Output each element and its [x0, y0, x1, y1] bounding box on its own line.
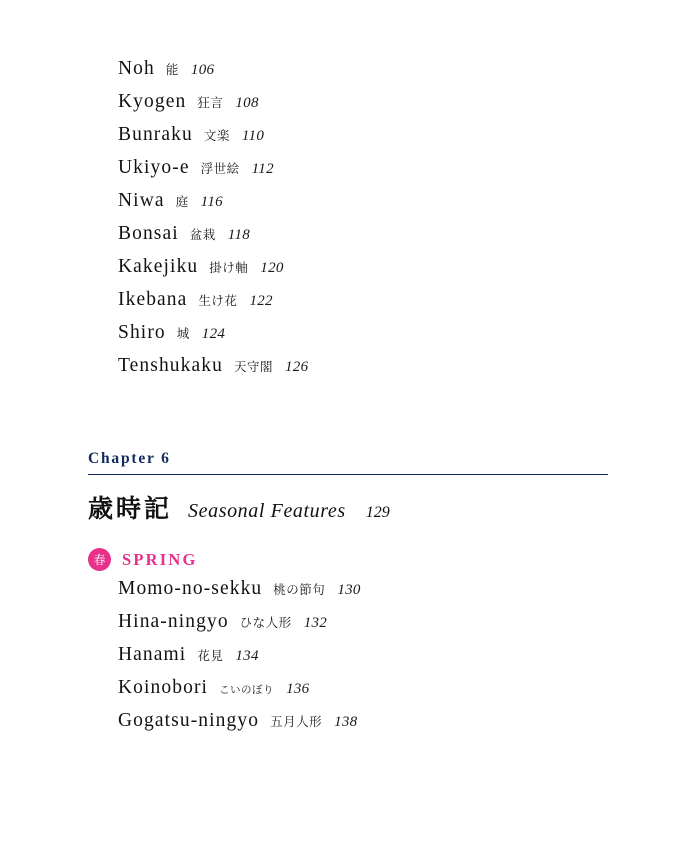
toc-entry-page-number: 120 [260, 260, 284, 276]
toc-entry-romaji: Kyogen [118, 91, 187, 112]
toc-entry-romaji: Kakejiku [118, 256, 199, 277]
toc-entry[interactable] [118, 611, 638, 644]
toc-entry-page-number: 126 [284, 359, 309, 375]
toc-entry-kana: ひな人形 [239, 615, 292, 630]
toc-entry[interactable] [118, 355, 638, 388]
toc-entry[interactable] [118, 322, 638, 355]
toc-entry-page-number: 124 [201, 326, 226, 342]
toc-entry[interactable] [118, 256, 638, 289]
chapter-heading-block [88, 450, 608, 525]
toc-entry-page-number: 110 [241, 128, 265, 144]
toc-entry-romaji: Tenshukaku [118, 355, 223, 376]
toc-entry-page-number: 136 [286, 681, 310, 697]
toc-entry-romaji: Gogatsu-ningyo [118, 710, 260, 731]
toc-entry-page-number: 130 [337, 582, 361, 598]
toc-entry-page-number: 138 [334, 714, 358, 730]
toc-entry-kana: 花見 [197, 648, 224, 663]
toc-entry-page-number: 116 [200, 194, 223, 210]
toc-entry[interactable] [118, 58, 638, 91]
toc-entry-kana: 庭 [175, 194, 189, 209]
toc-entry-romaji: Niwa [118, 190, 165, 211]
toc-entry-romaji: Shiro [118, 322, 166, 343]
toc-entry-page-number: 108 [235, 95, 259, 111]
toc-entry-page-number: 112 [251, 161, 274, 177]
toc-entry[interactable] [118, 578, 638, 611]
toc-entry-kana: 掛け軸 [209, 260, 249, 275]
chapter-title-english: Seasonal Features [188, 500, 346, 522]
toc-entry-kana: こいのぼり [219, 684, 275, 696]
toc-entry[interactable] [118, 190, 638, 223]
toc-entry-kana: 文楽 [203, 128, 230, 143]
toc-entry-page-number: 122 [249, 293, 273, 309]
chapter-title-page-number: 129 [365, 504, 390, 521]
toc-entry-kana: 城 [176, 326, 190, 341]
chapter-label: Chapter 6 [88, 450, 171, 467]
season-name: SPRING [122, 549, 198, 569]
chapter-title-japanese: 歳時記 [88, 494, 173, 523]
chapter-title-row [88, 489, 608, 525]
toc-entry-romaji: Koinobori [118, 677, 209, 698]
toc-entry[interactable] [118, 91, 638, 124]
toc-entry-kana: 桃の節句 [273, 582, 326, 597]
toc-entry[interactable] [118, 223, 638, 256]
toc-entry-romaji: Momo-no-sekku [118, 578, 263, 599]
toc-entry-kana: 狂言 [197, 95, 224, 110]
toc-entry-page-number: 106 [190, 62, 215, 78]
toc-entry-kana: 生け花 [198, 293, 238, 308]
toc-entry[interactable] [118, 289, 638, 322]
toc-entry-list-spring [118, 578, 638, 743]
toc-entry-romaji: Noh [118, 58, 155, 79]
toc-entry-page-number: 134 [235, 648, 259, 664]
toc-entry-romaji: Bunraku [118, 124, 193, 145]
season-heading [88, 548, 198, 571]
toc-entry[interactable] [118, 644, 638, 677]
toc-entry-kana: 能 [165, 62, 179, 77]
toc-entry[interactable] [118, 124, 638, 157]
season-badge-icon: 春 [88, 548, 111, 571]
toc-entry-romaji: Ukiyo-e [118, 157, 190, 178]
toc-entry[interactable] [118, 710, 638, 743]
toc-entry-kana: 五月人形 [270, 714, 323, 729]
chapter-divider [88, 474, 608, 475]
toc-entry-romaji: Ikebana [118, 289, 188, 310]
toc-entry-page-number: 118 [227, 227, 251, 243]
toc-entry-kana: 盆栽 [189, 227, 216, 242]
toc-entry-romaji: Hina-ningyo [118, 611, 229, 632]
toc-entry-page-number: 132 [303, 615, 328, 631]
toc-entry-list-top [118, 58, 638, 388]
toc-entry-kana: 浮世絵 [200, 161, 240, 176]
toc-entry-kana: 天守閣 [233, 359, 273, 374]
toc-entry-romaji: Bonsai [118, 223, 179, 244]
toc-entry-romaji: Hanami [118, 644, 187, 665]
toc-entry[interactable] [118, 157, 638, 190]
toc-entry[interactable] [118, 677, 638, 710]
